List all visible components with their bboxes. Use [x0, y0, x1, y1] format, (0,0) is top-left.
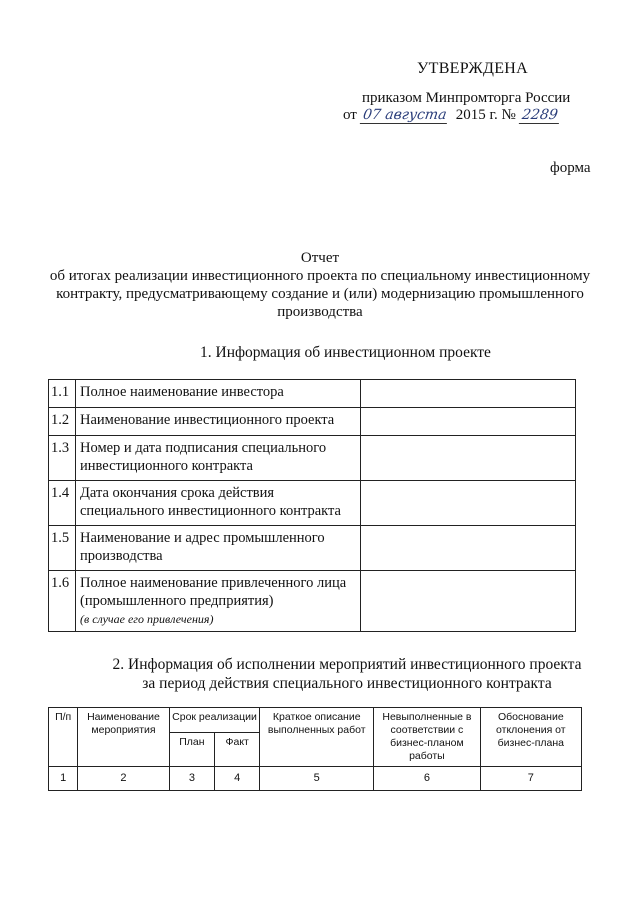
- approved-label: УТВЕРЖДЕНА: [417, 60, 529, 77]
- header-justification: Обоснование отклонения от бизнес-плана: [480, 708, 581, 767]
- row-label: Наименование инвестиционного проекта: [76, 408, 361, 436]
- header-name: Наименование мероприятия: [78, 708, 169, 767]
- row-value[interactable]: [361, 380, 576, 408]
- handwritten-date: 07 августа: [359, 107, 449, 124]
- row-label: Полное наименование инвестора: [76, 380, 361, 408]
- header-fact: Факт: [215, 733, 260, 767]
- header-term: Срок реализации: [169, 708, 260, 733]
- table-row: [49, 408, 576, 436]
- header-plan: План: [169, 733, 214, 767]
- header-num: П/п: [49, 708, 78, 767]
- column-number: 5: [260, 767, 374, 791]
- column-number: 7: [480, 767, 581, 791]
- row-value[interactable]: [361, 408, 576, 436]
- date-prefix: от: [343, 107, 357, 123]
- activities-table: [48, 707, 582, 791]
- handwritten-number: 2289: [518, 107, 560, 124]
- row-number: 1.3: [49, 436, 76, 481]
- row-label: Полное наименование привлеченного лица (промышленного предприятия): [80, 575, 347, 609]
- row-number: 1.1: [49, 380, 76, 408]
- row-label: Наименование и адрес промышленного производства: [76, 526, 361, 571]
- column-number: 1: [49, 767, 78, 791]
- header-description: Краткое описание выполненных работ: [260, 708, 374, 767]
- column-number: 3: [169, 767, 214, 791]
- row-label-cell: [76, 571, 361, 632]
- row-value[interactable]: [361, 436, 576, 481]
- project-info-table: [48, 379, 576, 632]
- report-subtitle: об итогах реализации инвестиционного проекта по специальному инвестиционному контракту, предусматривающему создание и (или) модернизацию промышленного производства: [49, 268, 591, 320]
- table-row: [49, 380, 576, 408]
- column-number: 2: [78, 767, 169, 791]
- table-row: [49, 526, 576, 571]
- row-label: Дата окончания срока действия специального инвестиционного контракта: [76, 481, 361, 526]
- row-number: 1.6: [49, 571, 76, 632]
- header-unfulfilled: Невыполненные в соответствии с бизнес-планом работы: [374, 708, 480, 767]
- row-label: Номер и дата подписания специального инвестиционного контракта: [76, 436, 361, 481]
- table-row: [49, 571, 576, 632]
- order-text: приказом Минпромторга России: [362, 90, 571, 106]
- year-text: 2015 г. №: [455, 107, 516, 123]
- section2-heading-line2: за период действия специального инвестиционного контракта: [142, 675, 552, 692]
- row-value[interactable]: [361, 571, 576, 632]
- order-date-line: [343, 107, 559, 124]
- column-numbers-row: [49, 767, 582, 791]
- row-value[interactable]: [361, 481, 576, 526]
- column-number: 6: [374, 767, 480, 791]
- report-title: Отчет: [300, 250, 340, 266]
- row-value[interactable]: [361, 526, 576, 571]
- table-row: [49, 481, 576, 526]
- row-note: (в случае его привлечения): [80, 612, 214, 626]
- section2-heading-line1: 2. Информация об исполнении мероприятий инвестиционного проекта: [112, 656, 582, 673]
- row-number: 1.5: [49, 526, 76, 571]
- table-header-row: [49, 708, 582, 733]
- report-title-block: [40, 249, 600, 321]
- form-label: форма: [550, 160, 591, 176]
- row-number: 1.2: [49, 408, 76, 436]
- section2-heading: [112, 655, 582, 693]
- section1-heading: 1. Информация об инвестиционном проекте: [200, 344, 491, 361]
- table-row: [49, 436, 576, 481]
- column-number: 4: [215, 767, 260, 791]
- row-number: 1.4: [49, 481, 76, 526]
